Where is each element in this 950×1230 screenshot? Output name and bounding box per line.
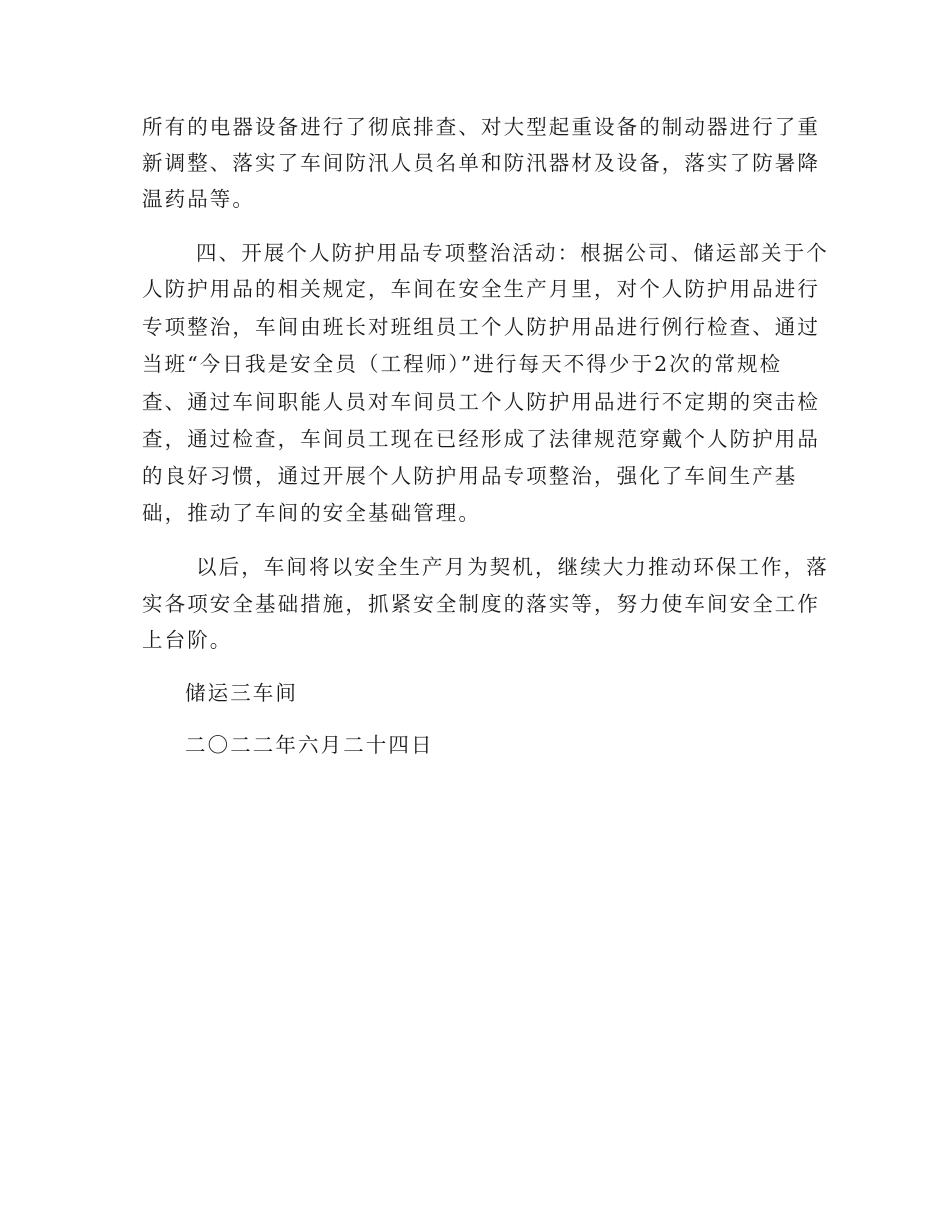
paragraph-2-line-7: 的良好习惯，通过开展个人防护用品专项整治，强化了车间生产基 [142,464,798,488]
paragraph-1-line-1: 所有的电器设备进行了彻底排查、对大型起重设备的制动器进行了重 [142,115,820,139]
paragraph-2-line-3: 专项整治，车间由班长对班组员工个人防护用品进行例行检查、通过 [142,315,820,339]
paragraph-2-line-8: 础，推动了车间的安全基础管理。 [142,501,481,525]
signature-date: 二〇二二年六月二十四日 [185,733,434,757]
paragraph-2-line-4: 当班“今日我是安全员（工程师）”进行每天不得少于2次的常规检 [142,352,783,376]
paragraph-2-line-2: 人防护用品的相关规定，车间在安全生产月里，对个人防护用品进行 [142,277,820,301]
paragraph-1-line-3: 温药品等。 [142,187,255,211]
signature-department: 储运三车间 [185,681,298,705]
paragraph-3-line-3: 上台阶。 [142,628,233,652]
paragraph-3-line-2: 实各项安全基础措施，抓紧安全制度的落实等，努力使车间安全工作 [142,592,820,616]
paragraph-2-line-6: 查，通过检查，车间员工现在已经形成了法律规范穿戴个人防护用品 [142,427,820,451]
paragraph-1-line-2: 新调整、落实了车间防汛人员名单和防汛器材及设备，落实了防暑降 [142,151,820,175]
paragraph-2-line-5: 查、通过车间职能人员对车间员工个人防护用品进行不定期的突击检 [142,390,820,414]
paragraph-2-line-1: 四、开展个人防护用品专项整治活动：根据公司、储运部关于个 [196,241,829,265]
paragraph-3-line-1: 以后，车间将以安全生产月为契机，继续大力推动环保工作，落 [196,555,829,579]
